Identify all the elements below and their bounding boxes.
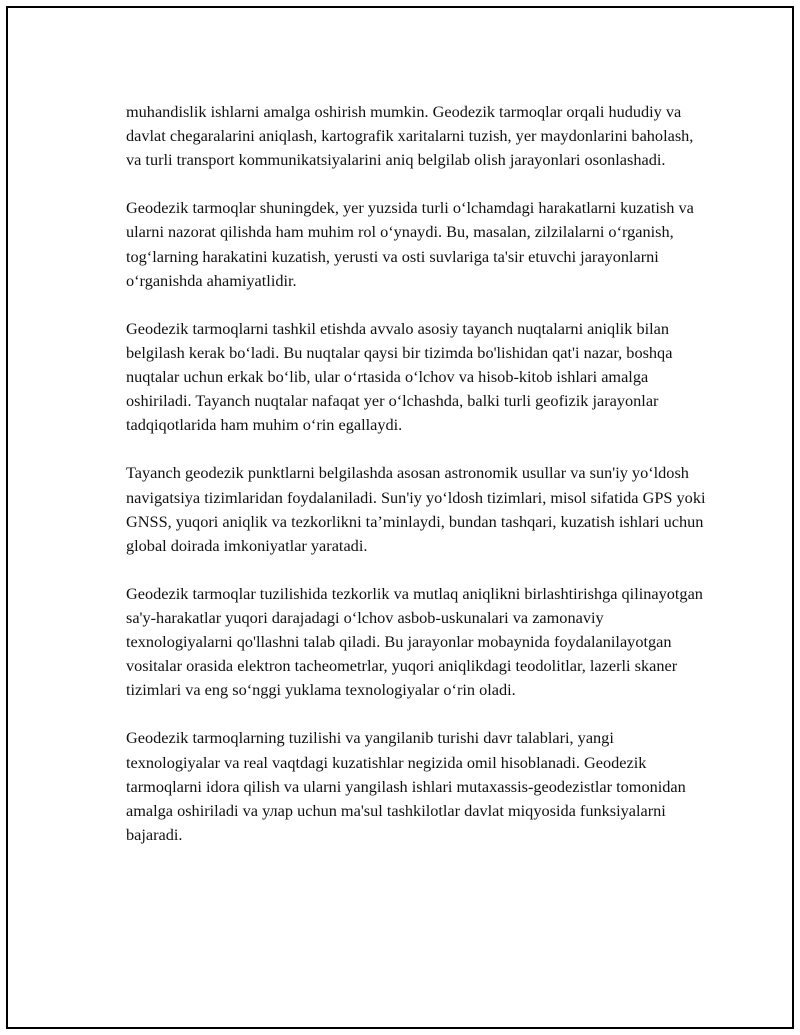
paragraph-5: Geodezik tarmoqlar tuzilishida tezkorlik va mutlaq aniqlikni birlashtirishga qilinayotgan sa'y-harakatlar yuqori darajadagi oʻlchov asbob-uskunalari va zamonaviy texnologiyalarni qo'llashni talab qiladi. Bu jarayonlar mobaynida foydalanilayotgan vositalar orasida elektron tacheometrlar, yuqori aniqlikdagi teodolitlar, lazerli skaner tizimlari va eng soʻnggi yuklama texnologiyalar oʻrin oladi. xyxy=(126,583,703,700)
page-frame xyxy=(6,6,794,1029)
paragraph-4: Tayanch geodezik punktlarni belgilashda asosan astronomik usullar va sun'iy yoʻldosh navigatsiya tizimlaridan foydalaniladi. Sun'iy yoʻldosh tizimlari, misol sifatida GPS yoki GNSS, yuqori aniqlik va tezkorlikni ta’minlaydi, bundan tashqari, kuzatish ishlari uchun global doirada imkoniyatlar yaratadi. xyxy=(126,463,706,555)
paragraph-1: muhandislik ishlarni amalga oshirish mumkin. Geodezik tarmoqlar orqali hududiy va davlat chegaralarini aniqlash, kartografik xaritalarni tuzish, yer maydonlarini baholash, va turli transport kommunikatsiyalarini aniq belgilab olish jarayonlari osonlashadi. xyxy=(126,102,694,170)
paragraph-2: Geodezik tarmoqlar shuningdek, yer yuzsida turli oʻlchamdagi harakatlarni kuzatish va ularni nazorat qilishda ham muhim rol oʻynaydi. Bu, masalan, zilzilalarni oʻrganish, togʻlarning harakatini kuzatish, yerusti va osti suvlariga ta'sir etuvchi jarayonlarni oʻrganishda ahamiyatlidir. xyxy=(126,198,694,290)
paragraph-3: Geodezik tarmoqlarni tashkil etishda avvalo asosiy tayanch nuqtalarni aniqlik bilan belgilash kerak boʻladi. Bu nuqtalar qaysi bir tizimda bo'lishidan qat'i nazar, boshqa nuqtalar uchun erkak boʻlib, ular oʻrtasida oʻlchov va hisob-kitob ishlari amalga oshiriladi. Tayanch nuqtalar nafaqat yer oʻlchashda, balki turli geofizik jarayonlar tadqiqotlarida ham muhim oʻrin egallaydi. xyxy=(126,318,673,435)
paragraph-6: Geodezik tarmoqlarning tuzilishi va yangilanib turishi davr talablari, yangi texnologiyalar va real vaqtdagi kuzatishlar negizida omil hisoblanadi. Geodezik tarmoqlarni idora qilish va ularni yangilash ishlari mutaxassis-geodezistlar tomonidan amalga oshiriladi va улар uchun ma'sul tashkilotlar davlat miqyosida funksiyalarni bajaradi. xyxy=(126,728,686,844)
document-body xyxy=(126,100,706,847)
